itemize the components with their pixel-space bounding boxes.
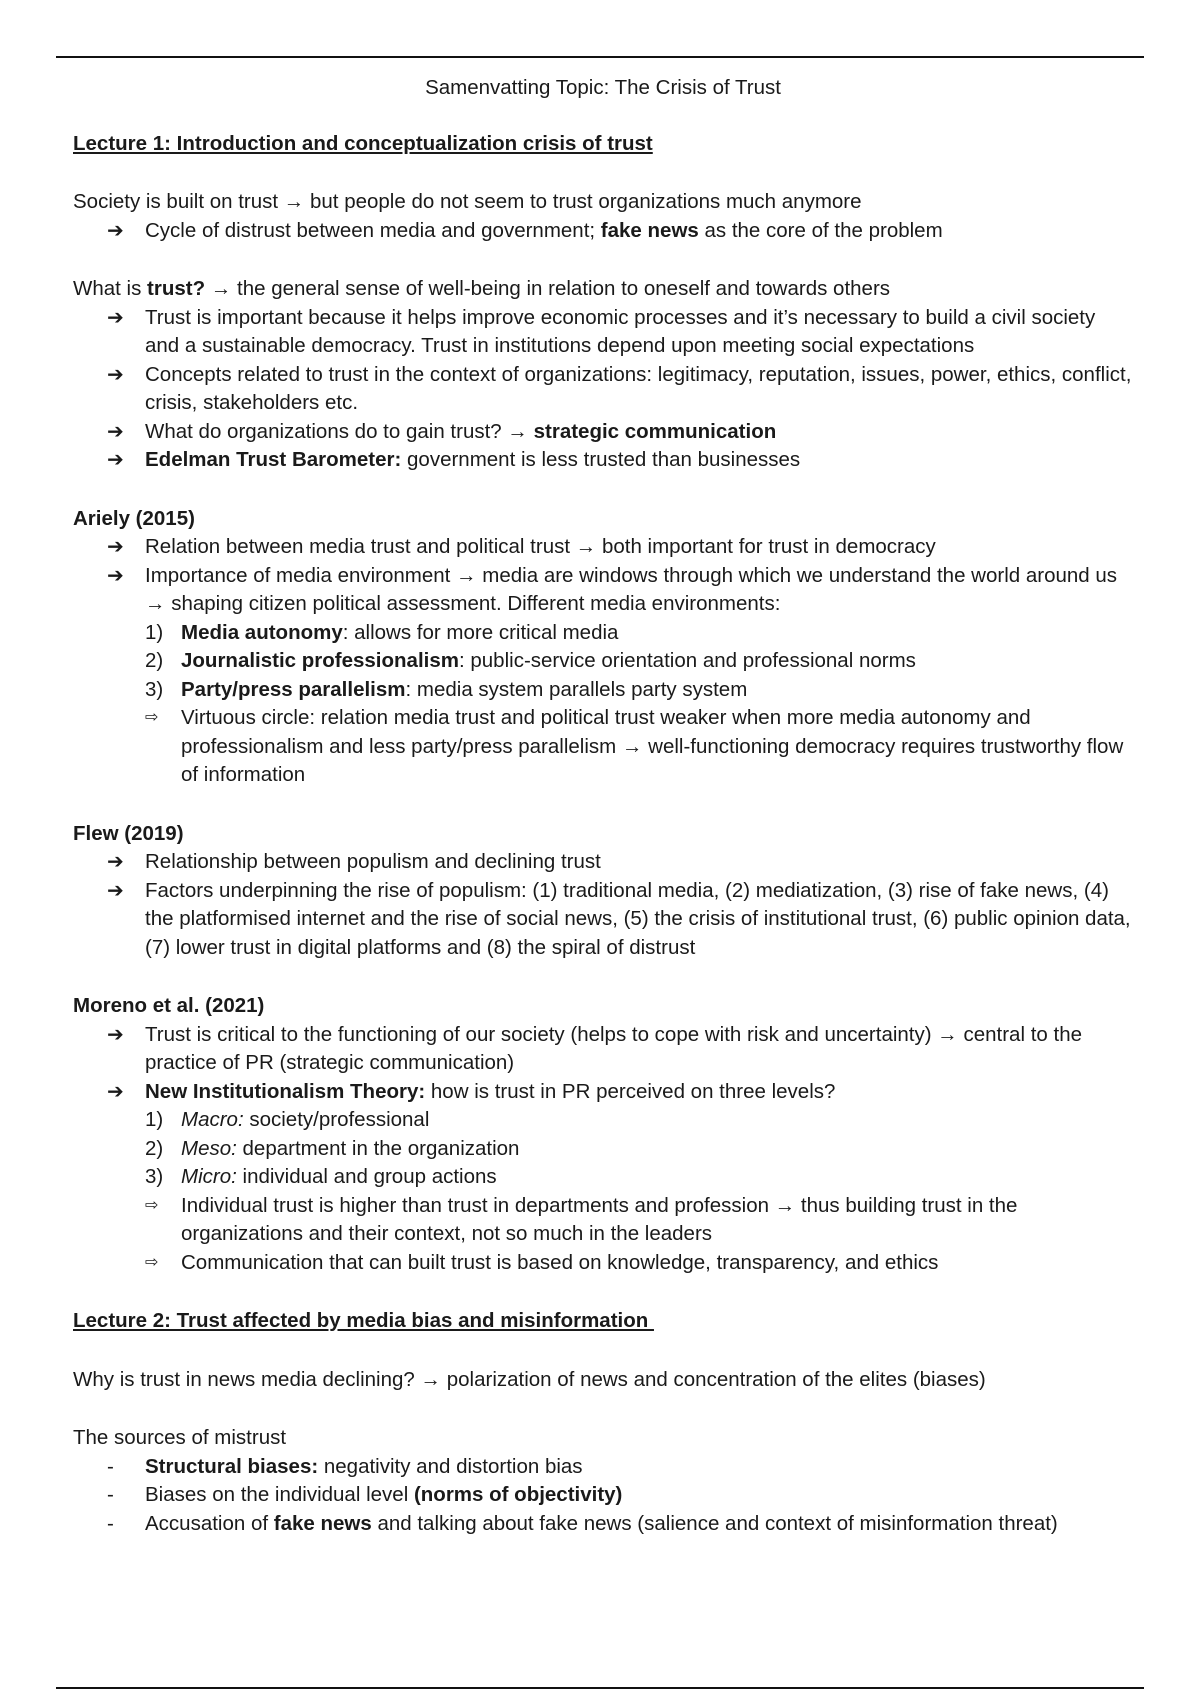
dash-bullet: - [107,1511,114,1535]
list-item: ➔ What do organizations do to gain trust? → strategic communication [73,418,1133,447]
dash-item: - Structural biases: negativity and distortion bias [73,1453,1133,1482]
sub-list-item: ⇨ Communication that can built trust is based on knowledge, transparency, and ethics [73,1249,1133,1278]
arrow-bullet-icon: ➔ [107,851,124,873]
list-item: ➔ Concepts related to trust in the context of organizations: legitimacy, reputation, issues, power, ethics, conflict, crisis, stakeholders etc. [107,362,1132,414]
document-body [73,74,1133,1538]
dash-bullet: - [107,1483,114,1506]
sub-list-item: ⇨ Individual trust is higher than trust in departments and profession → thus building trust in the organizations and their context, not so much in the leaders [145,1193,1018,1245]
numbered-item: 1) Macro: society/professional [145,1108,430,1131]
numbered-item: 2) Journalistic professionalism: public-service orientation and professional norms [145,649,916,672]
hollow-arrow-icon: ⇨ [145,1253,159,1271]
arrow-bullet-icon: ➔ [107,879,124,902]
numbered-item: 3) Party/press parallelism: media system parallels party system [145,677,748,701]
moreno-heading: Moreno et al. (2021) [73,994,265,1017]
list-item: ➔ Importance of media environment → media are windows through which we understand the world around us → shaping citizen political assessment. Different media environments: [107,563,1118,615]
dash-item: - Accusation of fake news and talking about fake news (salience and context of misinformation threat) [73,1510,1133,1539]
list-item: ➔ Relationship between populism and declining trust [73,848,1133,877]
list-item: ➔ Trust is critical to the functioning of our society (helps to cope with risk and uncertainty) → central to the practice of PR (strategic communication) [107,1022,1082,1074]
hollow-arrow-icon: ⇨ [145,1196,159,1214]
inline-arrow-icon: → [507,419,528,443]
list-item: ➔ New Institutionalism Theory: how is trust in PR perceived on three levels? [73,1078,1133,1107]
intro-line-a: Society is built on trust [73,190,279,213]
lecture1-heading: Lecture 1: Introduction and conceptualization crisis of trust [73,131,653,155]
list-item: ➔ Trust is important because it helps improve economic processes and it’s necessary to build a civil society and a sustainable democracy. Trust in institutions depend upon meeting social expectations [107,305,1096,357]
arrow-bullet-icon: ➔ [107,420,124,443]
document-title: Samenvatting Topic: The Crisis of Trust [425,76,781,99]
arrow-bullet-icon: ➔ [107,219,124,242]
top-rule [56,56,1144,58]
dash-bullet: - [107,1454,114,1478]
why-declining-line: Why is trust in news media declining? → polarization of news and concentration of the elites (biases) [73,1367,986,1391]
inline-arrow-icon: → [937,1022,958,1046]
inline-arrow-icon: → [575,535,597,558]
inline-arrow-icon: → [145,592,166,615]
arrow-bullet-icon: ➔ [107,536,124,558]
arrow-bullet-icon: ➔ [107,363,124,386]
inline-arrow-icon: → [456,563,477,587]
dash-item: - Biases on the individual level (norms of objectivity) [73,1481,1133,1510]
flew-heading: Flew (2019) [73,821,184,845]
ariely-heading: Ariely (2015) [73,506,195,530]
arrow-bullet-icon: ➔ [107,449,124,471]
lecture2-heading: Lecture 2: Trust affected by media bias and misinformation [73,1309,654,1332]
intro-line [73,188,1133,217]
arrow-bullet-icon: ➔ [107,1080,124,1103]
inline-arrow-icon: → [283,190,305,213]
list-item: ➔ Cycle of distrust between media and government; fake news as the core of the problem [73,217,1133,246]
inline-arrow-icon: → [774,1193,796,1217]
numbered-item: 2) Meso: department in the organization [145,1136,520,1160]
arrow-bullet-icon: ➔ [107,564,124,587]
inline-arrow-icon: → [210,277,232,300]
numbered-item: 3) Micro: individual and group actions [145,1165,497,1188]
numbered-item: 1) Media autonomy: allows for more critical media [145,620,619,644]
arrow-bullet-icon: ➔ [107,1023,124,1046]
list-item: ➔ Factors underpinning the rise of populism: (1) traditional media, (2) mediatization, (3) rise of fake news, (4) the platformised internet and the rise of social news, (5) the crisis of institutional trust, (6) public opinion data, (7) lower trust in digital platforms and (8) the spiral of distrust [107,878,1131,959]
intro-line-b: but people do not seem to trust organizations much anymore [310,190,862,213]
arrow-bullet-icon: ➔ [107,306,124,329]
bottom-rule [56,1687,1144,1689]
hollow-arrow-icon: ⇨ [145,709,159,726]
sub-list-item: ⇨ Virtuous circle: relation media trust and political trust weaker when more media autonomy and professionalism and less party/press parallelism → well-functioning democracy requires trustworthy flow of information [145,706,1124,786]
what-is-trust-line: What is trust? → the general sense of well-being in relation to oneself and towards others [73,277,891,300]
list-item: ➔ Edelman Trust Barometer: government is less trusted than businesses [73,446,1133,475]
inline-arrow-icon: → [420,1367,442,1391]
list-item: ➔ Relation between media trust and political trust → both important for trust in democracy [73,533,1133,562]
inline-arrow-icon: → [621,734,643,758]
sources-heading: The sources of mistrust [73,1426,287,1449]
